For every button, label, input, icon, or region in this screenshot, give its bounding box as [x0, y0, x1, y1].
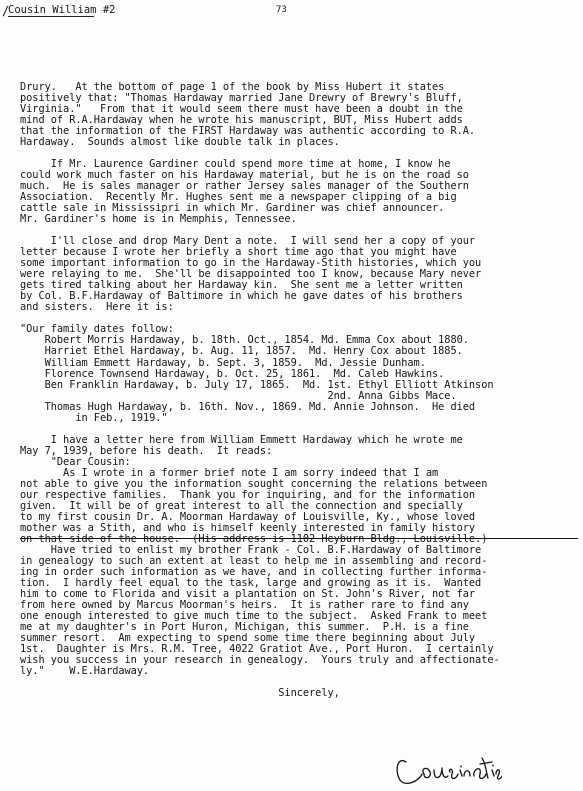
header-underline	[8, 16, 94, 17]
text-line: If Mr. Laurence Gardiner could spend more time at home, I know he	[20, 158, 451, 171]
text-line: letter because I wrote her briefly a short time ago that you might have	[20, 246, 457, 259]
document-header-title: Cousin William #2	[8, 4, 116, 16]
text-line: Sincerely,	[20, 687, 340, 700]
text-line: our respective families. Thank you for inquiring, and for the information	[20, 488, 476, 501]
text-line: mother was a Stith, and who is himself keenly interested in family history	[20, 521, 476, 534]
text-line: from here owned by Marcus Moorman's heirs. It is rather rare to find any	[20, 598, 469, 611]
text-line: Thomas Hugh Hardaway, b. 16th. Nov., 1869. Md. Annie Johnson. He died	[20, 400, 476, 413]
text-line: gets tired talking about her Hardaway kin. She sent me a letter written	[20, 279, 463, 292]
text-line: Hardaway. Sounds almost like double talk in places.	[20, 136, 340, 149]
text-line: one enough interested to give much time to the subject. Asked Frank to meet	[20, 609, 488, 622]
text-line: in Feb., 1919."	[20, 411, 168, 424]
text-line: Florence Townsend Hardaway, b. Oct. 25, 1861. Md. Caleb Hawkins.	[20, 367, 445, 380]
text-line: Have tried to enlist my brother Frank - Col. B.F.Hardaway of Baltimore	[20, 543, 482, 556]
text-line: Association. Recently Mr. Hughes sent me a newspaper clipping of a big	[20, 191, 457, 204]
text-line: him to come to Florida and visit a plantation on St. John's River, not far	[20, 587, 476, 600]
text-line: much. He is sales manager or rather Jersey sales manager of the Southern	[20, 180, 469, 193]
text-line: "Dear Cousin:	[20, 455, 131, 468]
text-line: summer resort. Am expecting to spend some time there beginning about July	[20, 632, 476, 644]
text-line: Virginia." From that it would seem there must have been a doubt in the	[20, 103, 463, 116]
text-line: I'll close and drop Mary Dent a note. I will send her a copy of your	[20, 235, 476, 248]
page-number: 73	[276, 5, 287, 15]
text-line: Harriet Ethel Hardaway, b. Aug. 11, 1857. Md. Henry Cox about 1885.	[20, 345, 463, 358]
signature	[392, 740, 502, 790]
margin-mark: /	[2, 4, 10, 18]
text-line: that the information of the FIRST Hardaway was authentic according to R.A.	[20, 125, 476, 138]
text-line: Mr. Gardiner's home is in Memphis, Tennessee.	[20, 213, 297, 226]
text-line: were relaying to me. She'll be disappointed too I know, because Mary never	[20, 268, 482, 281]
text-line: tion. I hardly feel equal to the task, large and growing as it is. Wanted	[20, 576, 482, 589]
text-line: to my first cousin Dr. A. Moorman Hardaway of Louisville, Ky., whose loved	[20, 510, 476, 523]
text-line: May 7, 1939, before his death. It reads:	[20, 444, 273, 457]
text-line: given. It will be of great interest to all the connection and specially	[20, 499, 463, 512]
text-line: by Col. B.F.Hardaway of Baltimore in which he gave dates of his brothers	[20, 290, 463, 303]
text-line: and sisters. Here it is:	[20, 301, 174, 314]
text-line: I have a letter here from William Emmett Hardaway which he wrote me	[20, 433, 463, 446]
text-line: positively that: "Thomas Hardaway married Jane Drewry of Brewry's Bluff,	[20, 92, 463, 105]
text-line: in genealogy to such an extent at least to help me in assembling and record-	[20, 554, 488, 567]
text-line: Ben Franklin Hardaway, b. July 17, 1865. Md. 1st. Ethyl Elliott Atkinson	[20, 378, 494, 391]
text-line: Robert Morris Hardaway, b. 18th. Oct., 1854. Md. Emma Cox about 1880.	[20, 334, 469, 347]
strikethrough-line	[20, 538, 578, 539]
text-line: not able to give you the information sought concerning the relations between	[20, 477, 488, 490]
text-line: on that side of the house. (His address is 1102 Heyburn Bldg., Louisville.)	[20, 532, 488, 545]
text-line: ing in order such information as we have, and in collecting further informa-	[20, 565, 488, 578]
text-line: Drury. At the bottom of page 1 of the book by Miss Hubert it states	[20, 81, 445, 93]
text-line: could work much faster on his Hardaway material, but he is on the road so	[20, 169, 469, 182]
text-line: cattle sale in Mississipri in which Mr. Gardiner was chief announcer.	[20, 202, 445, 215]
text-line: 2nd. Anna Gibbs Mace.	[20, 389, 457, 402]
text-line: As I wrote in a former brief note I am sorry indeed that I am	[20, 466, 439, 479]
text-line: ly." W.E.Hardaway.	[20, 665, 150, 678]
text-line: wish you success in your research in genealogy. Yours truly and affectionate-	[20, 654, 500, 667]
text-line: "Our family dates follow:	[20, 323, 174, 336]
text-line: mind of R.A.Hardaway when he wrote his manuscript, BUT, Miss Hubert adds	[20, 114, 463, 127]
text-line: some important information to go in the Hardaway-Stith histories, which you	[20, 257, 482, 270]
text-line: William Emmett Hardaway, b. Sept. 3, 1859. Md. Jessie Dunham.	[20, 356, 426, 369]
text-line: 1st. Daughter is Mrs. R.M. Tree, 4022 Gratiot Ave., Port Huron. I certainly	[20, 643, 494, 656]
text-line: me at my daughter's in Port Huron, Michigan, this summer. P.H. is a fine	[20, 620, 469, 633]
